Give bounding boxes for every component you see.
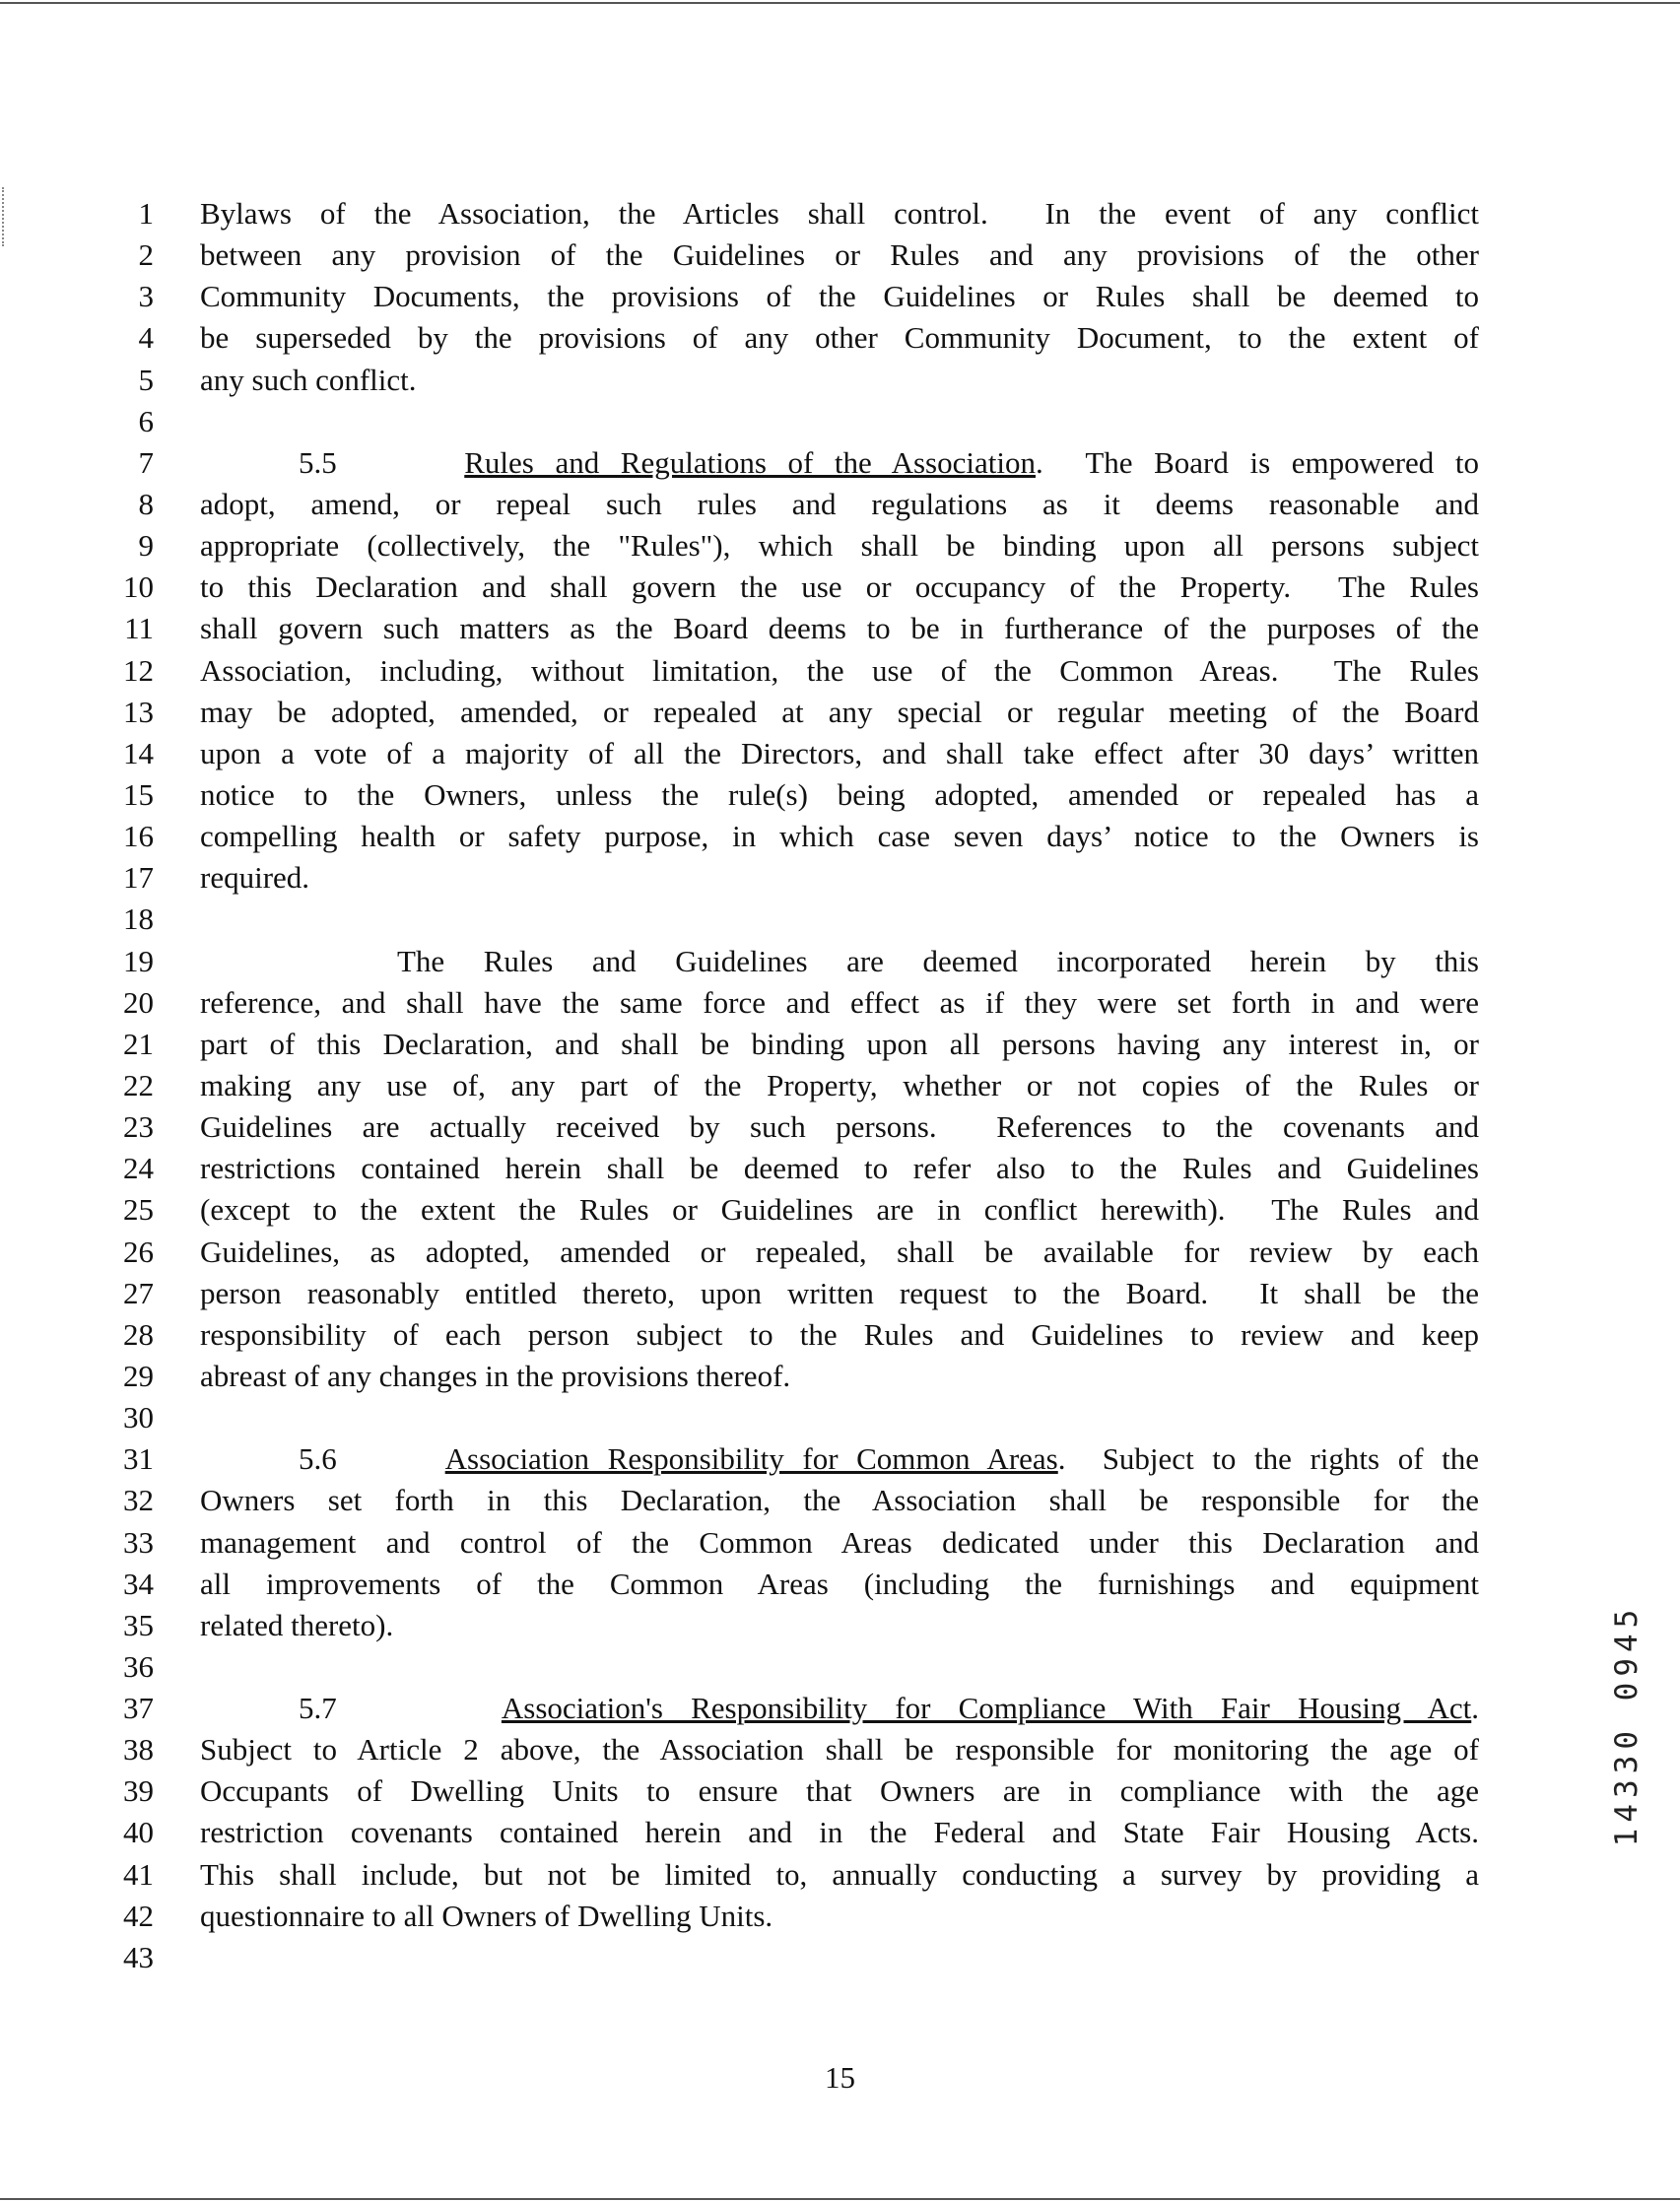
document-line <box>0 1564 1680 1605</box>
document-line <box>0 899 1680 940</box>
section-heading: Rules and Regulations of the Association <box>464 444 1036 480</box>
text-run: Guidelines are actually received by such persons. References to the covenants and <box>200 1109 1479 1145</box>
text-run: restrictions contained herein shall be deemed to refer also to the Rules and Guidelines <box>200 1151 1479 1186</box>
line-number: 19 <box>123 943 154 978</box>
document-line <box>0 774 1680 816</box>
line-number: 2 <box>138 237 154 273</box>
text-run: shall govern such matters as the Board deems to be in furtherance of the purposes of the <box>200 611 1479 646</box>
line-text <box>200 276 1479 317</box>
line-number: 29 <box>123 1358 154 1393</box>
line-text <box>200 317 1479 359</box>
document-line <box>0 1854 1680 1896</box>
line-number: 9 <box>138 528 154 564</box>
text-run: responsibility of each person subject to the Rules and Guidelines to review and keep <box>200 1316 1479 1352</box>
document-line <box>0 733 1680 774</box>
line-number: 12 <box>123 652 154 688</box>
line-text <box>200 1522 1479 1564</box>
top-border-line <box>0 2 1680 4</box>
document-line <box>0 1937 1680 1978</box>
document-line <box>0 1770 1680 1812</box>
text-run: Community Documents, the provisions of the Guidelines or Rules shall be deemed to <box>200 279 1479 314</box>
line-number: 21 <box>123 1026 154 1061</box>
text-run: reference, and shall have the same force and effect as if they were set forth in and were <box>200 984 1479 1020</box>
document-line <box>0 234 1680 276</box>
line-number: 14 <box>123 735 154 770</box>
line-number: 38 <box>123 1732 154 1768</box>
line-number: 17 <box>123 860 154 896</box>
line-text <box>200 234 1479 276</box>
line-number: 3 <box>138 279 154 314</box>
section-heading: Association Responsibility for Common Areas <box>444 1441 1058 1477</box>
line-text <box>200 1189 1479 1231</box>
line-number: 4 <box>138 320 154 356</box>
bottom-border-line <box>0 2198 1680 2200</box>
document-line <box>0 1189 1680 1231</box>
line-number: 20 <box>123 984 154 1020</box>
document-line <box>0 692 1680 733</box>
line-text <box>200 1106 1479 1148</box>
text-run: Guidelines, as adopted, amended or repealed, shall be available for review by each <box>200 1234 1479 1269</box>
document-line <box>0 276 1680 317</box>
line-text <box>200 567 1479 608</box>
text-run: between any provision of the Guidelines or Rules and any provisions of the other <box>200 237 1479 273</box>
text-run: restriction covenants contained herein and in the Federal and State Fair Housing Acts. <box>200 1815 1479 1850</box>
line-number: 39 <box>123 1773 154 1809</box>
line-text <box>200 1896 1479 1937</box>
line-text <box>200 816 1479 857</box>
line-text <box>200 1770 1479 1812</box>
document-line <box>0 1522 1680 1564</box>
line-number: 26 <box>123 1234 154 1269</box>
line-number: 13 <box>123 694 154 729</box>
text-run: making any use of, any part of the Property, whether or not copies of the Rules or <box>200 1067 1479 1102</box>
text-run: upon a vote of a majority of all the Directors, and shall take effect after 30 days’ written <box>200 735 1479 770</box>
document-line <box>0 193 1680 234</box>
document-line <box>0 608 1680 649</box>
line-number: 30 <box>123 1400 154 1435</box>
section-heading: Association's Responsibility for Compliance With Fair Housing Act <box>501 1691 1472 1726</box>
document-line <box>0 1106 1680 1148</box>
document-line <box>0 401 1680 442</box>
line-text <box>200 1688 1479 1729</box>
line-text <box>200 1605 1479 1646</box>
document-line <box>0 317 1680 359</box>
line-number: 10 <box>123 569 154 605</box>
line-number: 28 <box>123 1316 154 1352</box>
line-text <box>200 774 1479 816</box>
text-run: . Subject to the rights of the <box>1057 1441 1479 1477</box>
line-number: 37 <box>123 1691 154 1726</box>
document-line <box>0 982 1680 1024</box>
text-run: abreast of any changes in the provisions thereof. <box>200 1358 791 1393</box>
text-run: any such conflict. <box>200 362 417 397</box>
document-line <box>0 1024 1680 1065</box>
line-text <box>200 982 1479 1024</box>
line-text <box>200 442 1479 484</box>
line-number: 11 <box>124 611 154 646</box>
numbered-text-body <box>0 193 1680 1978</box>
text-run: person reasonably entitled thereto, upon written request to the Board. It shall be the <box>200 1275 1479 1310</box>
margin-stamp-text: 14330 0945 <box>1609 1603 1645 1847</box>
line-number: 43 <box>123 1939 154 1974</box>
text-run: required. <box>200 860 310 896</box>
text-run: questionnaire to all Owners of Dwelling Units. <box>200 1898 773 1933</box>
document-line <box>0 1896 1680 1937</box>
document-line <box>0 1729 1680 1770</box>
line-number: 18 <box>123 901 154 937</box>
text-run: Subject to Article 2 above, the Association shall be responsible for monitoring the age of <box>200 1732 1479 1768</box>
line-number: 25 <box>123 1192 154 1228</box>
line-number: 34 <box>123 1566 154 1601</box>
line-text <box>200 193 1479 234</box>
line-text <box>200 857 1479 899</box>
line-text <box>200 360 1479 401</box>
line-text <box>200 1065 1479 1106</box>
text-run: may be adopted, amended, or repealed at any special or regular meeting of the Board <box>200 694 1479 729</box>
line-number: 16 <box>123 819 154 854</box>
line-text <box>200 484 1479 525</box>
line-number: 24 <box>123 1151 154 1186</box>
line-text <box>200 1438 1479 1480</box>
line-text <box>200 1148 1479 1189</box>
line-number: 6 <box>138 403 154 438</box>
line-number: 23 <box>123 1109 154 1145</box>
text-run: related thereto). <box>200 1607 394 1642</box>
line-number: 33 <box>123 1524 154 1560</box>
line-text <box>200 1812 1479 1853</box>
document-line <box>0 1438 1680 1480</box>
document-line <box>0 857 1680 899</box>
line-text <box>200 1854 1479 1896</box>
document-line <box>0 525 1680 567</box>
document-line <box>0 816 1680 857</box>
line-text <box>200 1273 1479 1314</box>
text-run: Association, including, without limitation, the use of the Common Areas. The Rules <box>200 652 1479 688</box>
text-run: all improvements of the Common Areas (including the furnishings and equipment <box>200 1566 1479 1601</box>
document-line <box>0 1065 1680 1106</box>
document-line <box>0 1273 1680 1314</box>
document-line <box>0 360 1680 401</box>
line-number: 42 <box>123 1898 154 1933</box>
line-number: 27 <box>123 1275 154 1310</box>
document-line <box>0 650 1680 692</box>
line-number: 1 <box>138 196 154 231</box>
line-number: 35 <box>123 1607 154 1642</box>
text-run: notice to the Owners, unless the rule(s) being adopted, amended or repealed has a <box>200 776 1479 812</box>
line-text <box>200 525 1479 567</box>
text-run: . <box>1471 1691 1479 1726</box>
line-number: 15 <box>123 776 154 812</box>
document-line <box>0 1356 1680 1397</box>
document-line <box>0 484 1680 525</box>
line-number: 32 <box>123 1483 154 1518</box>
document-line <box>0 941 1680 982</box>
line-text <box>200 1024 1479 1065</box>
document-line <box>0 567 1680 608</box>
text-run: appropriate (collectively, the "Rules"), which shall be binding upon all persons subject <box>200 528 1479 564</box>
line-text <box>200 733 1479 774</box>
text-run: Occupants of Dwelling Units to ensure that Owners are in compliance with the age <box>200 1773 1479 1809</box>
document-line <box>0 1605 1680 1646</box>
text-run: be superseded by the provisions of any other Community Document, to the extent of <box>200 320 1479 356</box>
text-run: 5.5 <box>299 444 465 480</box>
line-text <box>200 608 1479 649</box>
line-text <box>200 941 1479 982</box>
line-number: 31 <box>123 1441 154 1477</box>
document-line <box>0 1688 1680 1729</box>
document-line <box>0 1646 1680 1688</box>
margin-recording-stamp <box>1606 1596 1647 1854</box>
document-line <box>0 1232 1680 1273</box>
line-text <box>200 1564 1479 1605</box>
text-run: compelling health or safety purpose, in which case seven days’ notice to the Owners is <box>200 819 1479 854</box>
text-run: Bylaws of the Association, the Articles shall control. In the event of any conflict <box>200 196 1479 231</box>
document-line <box>0 1812 1680 1853</box>
text-run: The Rules and Guidelines are deemed incorporated herein by this <box>397 943 1479 978</box>
text-run: (except to the extent the Rules or Guidelines are in conflict herewith). The Rules and <box>200 1192 1479 1228</box>
line-number: 5 <box>138 362 154 397</box>
document-line <box>0 1480 1680 1521</box>
line-text <box>200 1232 1479 1273</box>
text-run: 5.6 <box>299 1441 445 1477</box>
text-run: . The Board is empowered to <box>1035 444 1480 480</box>
line-text <box>200 1356 1479 1397</box>
text-run: to this Declaration and shall govern the use or occupancy of the Property. The Rules <box>200 569 1479 605</box>
line-number: 40 <box>123 1815 154 1850</box>
page-number: 15 <box>825 2060 855 2095</box>
text-run: adopt, amend, or repeal such rules and regulations as it deems reasonable and <box>200 486 1479 521</box>
text-run: part of this Declaration, and shall be binding upon all persons having any interest in, or <box>200 1026 1479 1061</box>
line-number: 41 <box>123 1856 154 1892</box>
line-number: 7 <box>138 444 154 480</box>
line-text <box>200 1480 1479 1521</box>
document-line <box>0 1148 1680 1189</box>
document-line <box>0 1397 1680 1438</box>
line-number: 8 <box>138 486 154 521</box>
line-number: 36 <box>123 1648 154 1684</box>
text-run: management and control of the Common Areas dedicated under this Declaration and <box>200 1524 1479 1560</box>
text-run: This shall include, but not be limited to, annually conducting a survey by providing a <box>200 1856 1479 1892</box>
line-text <box>200 692 1479 733</box>
line-text <box>200 1314 1479 1356</box>
document-line <box>0 1314 1680 1356</box>
document-line <box>0 442 1680 484</box>
text-run: 5.7 <box>299 1691 502 1726</box>
line-number: 22 <box>123 1067 154 1102</box>
line-text <box>200 650 1479 692</box>
text-run: Owners set forth in this Declaration, the Association shall be responsible for the <box>200 1483 1479 1518</box>
line-text <box>200 1729 1479 1770</box>
